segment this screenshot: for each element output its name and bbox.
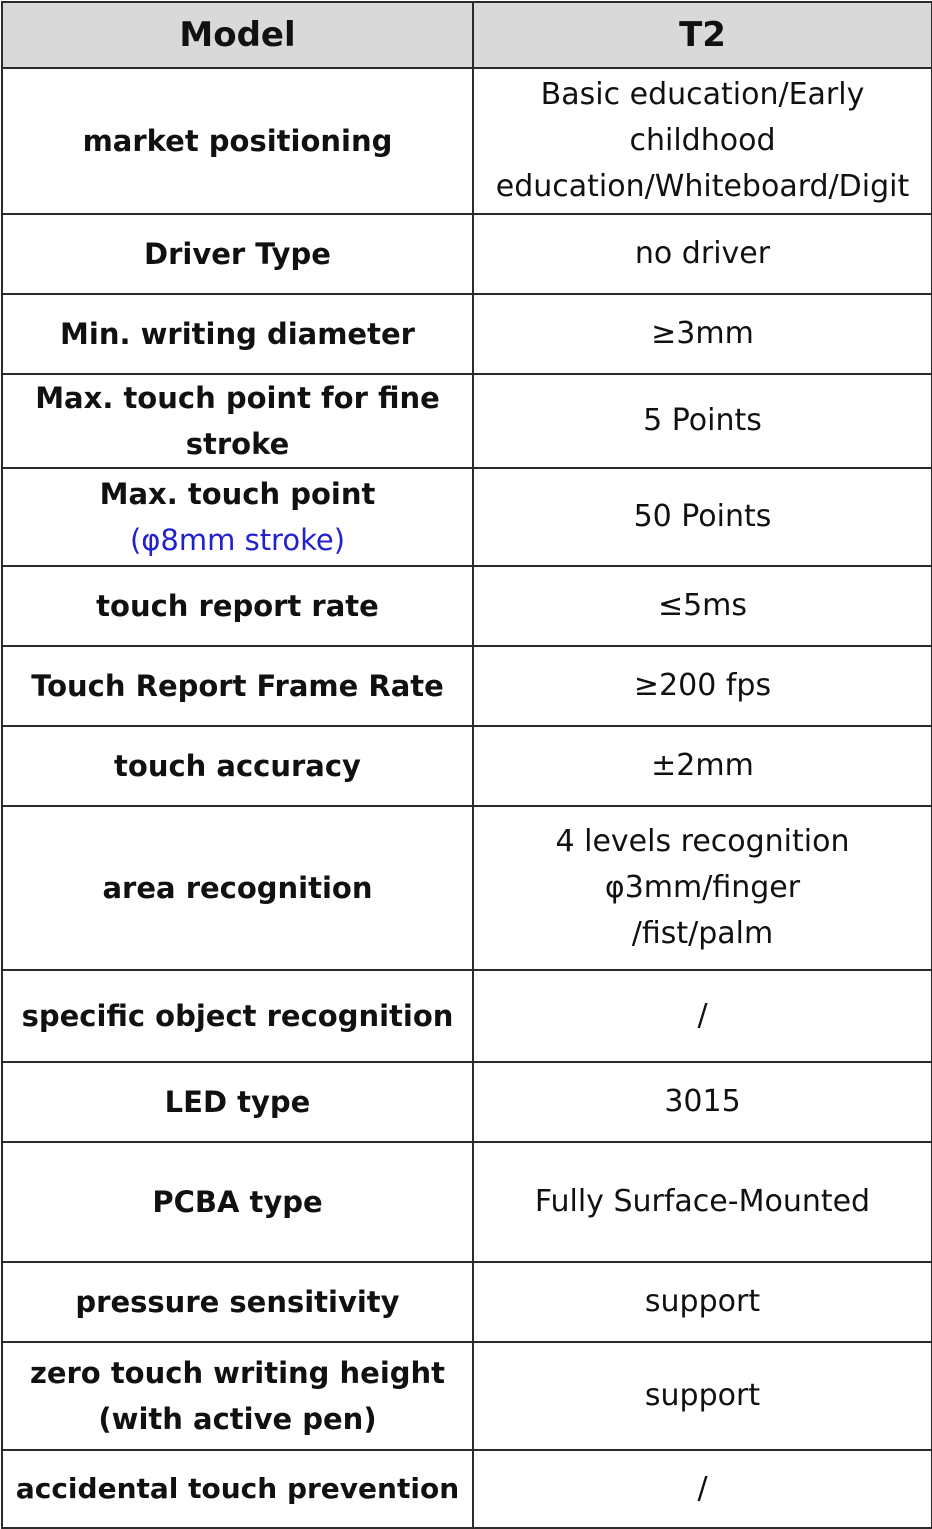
model-value: T2: [473, 2, 932, 68]
table-row: [2, 1142, 932, 1262]
row-label: [2, 468, 473, 566]
row-label: accidental touch prevention: [2, 1450, 473, 1528]
value-line: /fist/palm: [631, 916, 774, 951]
value-line: 4 levels recognition: [555, 824, 850, 859]
row-value: 3015: [473, 1062, 932, 1142]
row-label: Driver Type: [2, 214, 473, 294]
header-row: [2, 2, 932, 68]
label-line: Max. touch point for fine: [35, 381, 440, 415]
row-value: 50 Points: [473, 468, 932, 566]
model-label: Model: [2, 2, 473, 68]
row-value: /: [473, 1450, 932, 1528]
label-note: (φ8mm stroke): [129, 523, 346, 557]
table-row: [2, 294, 932, 374]
row-value: ≤5ms: [473, 566, 932, 646]
row-value: Fully Surface-Mounted: [473, 1142, 932, 1262]
value-line: φ3mm/finger: [604, 870, 801, 905]
row-label: pressure sensitivity: [2, 1262, 473, 1342]
value-line: childhood: [629, 123, 776, 158]
row-label: Touch Report Frame Rate: [2, 646, 473, 726]
table-row: [2, 806, 932, 970]
table-row: [2, 646, 932, 726]
table-row: [2, 1342, 932, 1450]
row-value: no driver: [473, 214, 932, 294]
table-row: [2, 214, 932, 294]
row-value: support: [473, 1262, 932, 1342]
row-label: LED type: [2, 1062, 473, 1142]
row-value: [473, 68, 932, 214]
table-row: [2, 68, 932, 214]
row-value: ≥200 fps: [473, 646, 932, 726]
table-row: [2, 468, 932, 566]
row-value: /: [473, 970, 932, 1062]
label-line: (with active pen): [98, 1402, 377, 1436]
table-row: [2, 1262, 932, 1342]
table-row: [2, 374, 932, 468]
table-row: [2, 726, 932, 806]
row-label: specific object recognition: [2, 970, 473, 1062]
row-label: [2, 1342, 473, 1450]
table-row: [2, 1062, 932, 1142]
row-value: [473, 806, 932, 970]
value-line: Basic education/Early: [540, 77, 865, 112]
row-label: area recognition: [2, 806, 473, 970]
spec-table: [1, 1, 932, 1529]
row-value: ≥3mm: [473, 294, 932, 374]
row-label: market positioning: [2, 68, 473, 214]
value-line: education/Whiteboard/Digit: [495, 169, 910, 204]
row-value: ±2mm: [473, 726, 932, 806]
row-label: PCBA type: [2, 1142, 473, 1262]
row-label: touch report rate: [2, 566, 473, 646]
table-row: [2, 970, 932, 1062]
row-label: Min. writing diameter: [2, 294, 473, 374]
row-value: support: [473, 1342, 932, 1450]
label-line: Max. touch point: [99, 477, 376, 511]
row-label: [2, 374, 473, 468]
table-row: [2, 566, 932, 646]
row-label: touch accuracy: [2, 726, 473, 806]
row-value: 5 Points: [473, 374, 932, 468]
label-line: stroke: [185, 427, 290, 461]
label-line: zero touch writing height: [29, 1356, 446, 1390]
table-row: [2, 1450, 932, 1528]
